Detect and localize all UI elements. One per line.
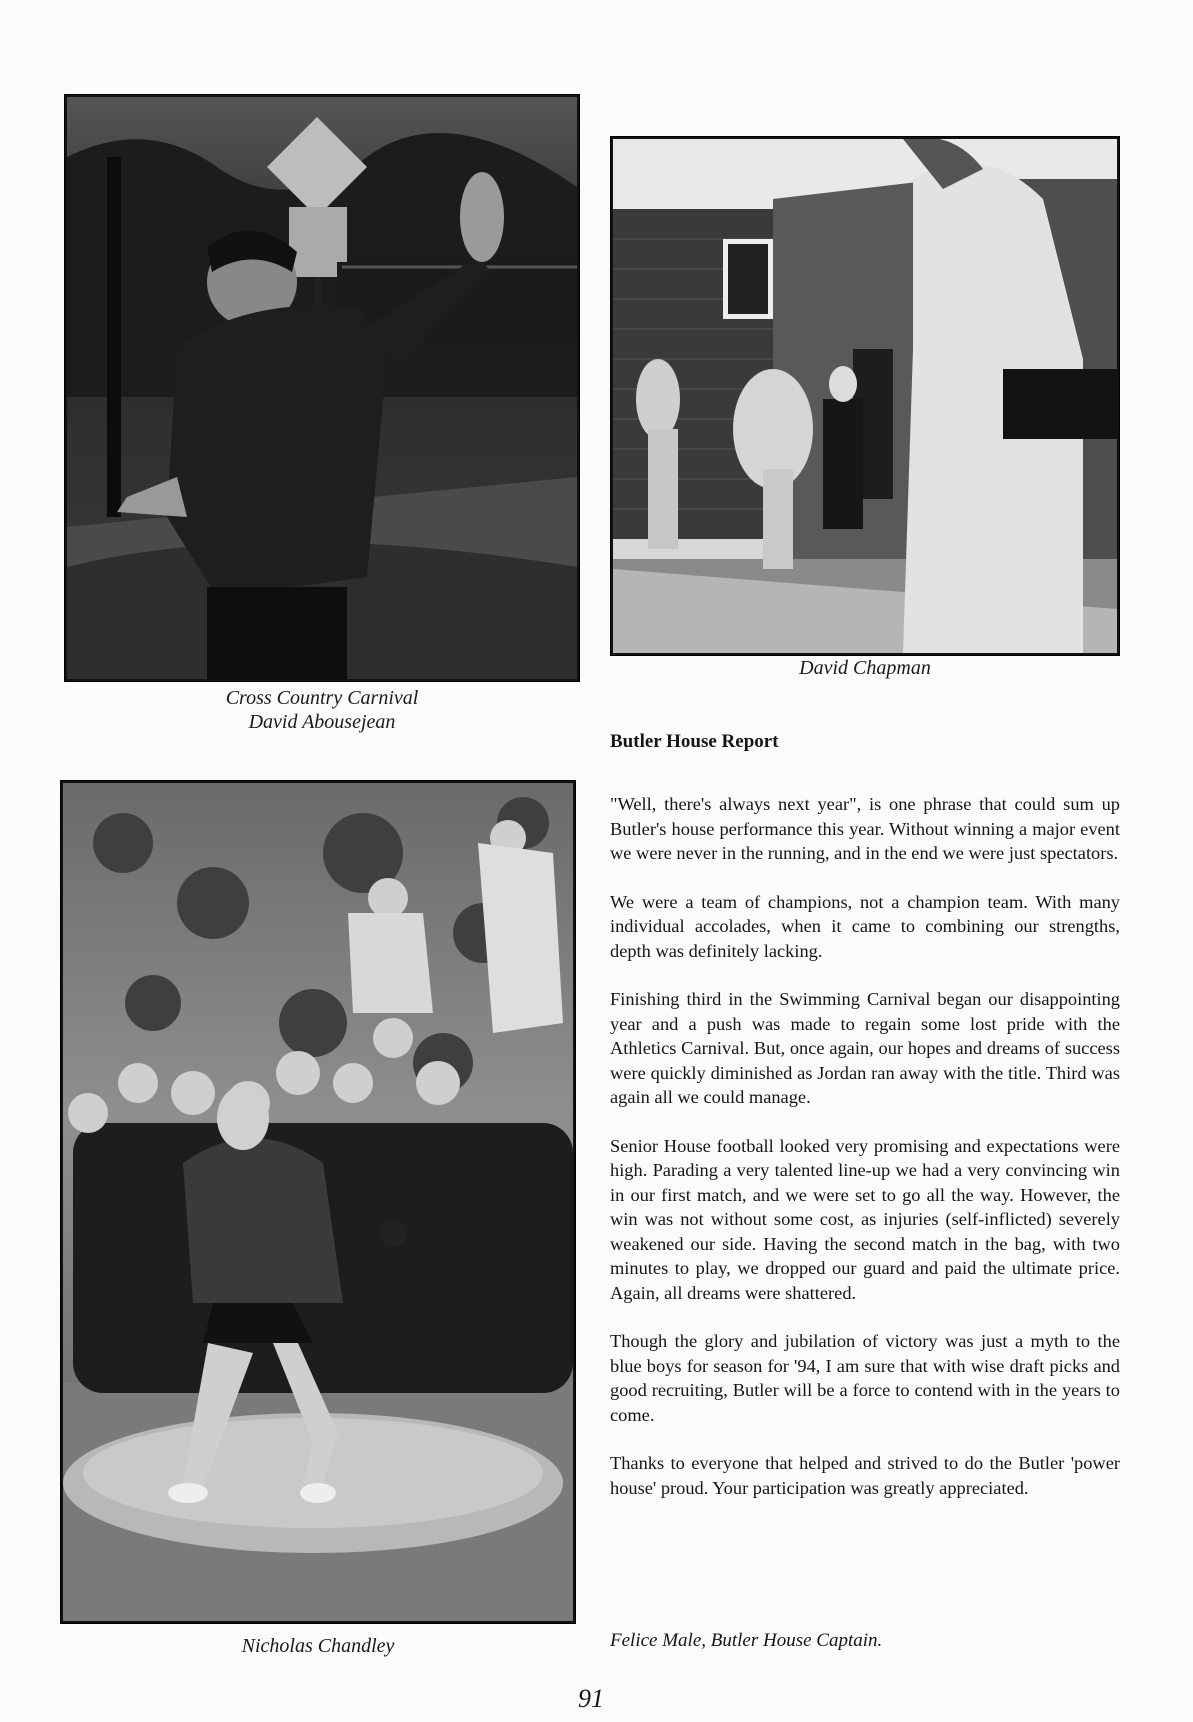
- photo-shot-put: [60, 780, 576, 1624]
- caption-cross-country: [64, 686, 580, 734]
- article-paragraph: Thanks to everyone that helped and strived to do the Butler 'power house' proud. Your participation was greatly appreciated.: [610, 1453, 1120, 1498]
- caption-shot-put: Nicholas Chandley: [241, 1635, 395, 1657]
- photo-swimming-image: [613, 139, 1117, 653]
- photo-cross-country: [64, 94, 580, 682]
- photo-cross-country-image: [67, 97, 577, 679]
- caption-cross-country-name: David Abousejean: [248, 711, 396, 733]
- article-paragraph: Senior House football looked very promising and expectations were high. Parading a very talented line-up we had a very convincing win in our first match, and we were set to go all the way. However, the win was not without some cost, as injuries (self-inflicted) severely weakened our side. Having the second match in the bag, with two minutes to play, we dropped our guard and paid the ultimate price. Again, all dreams were shattered.: [610, 1135, 1120, 1303]
- caption-swimming: David Chapman: [799, 657, 931, 679]
- article-signoff: Felice Male, Butler House Captain.: [610, 1630, 883, 1651]
- caption-cross-country-event: Cross Country Carnival: [225, 687, 419, 709]
- butler-house-report: [610, 730, 1120, 1524]
- page-number: 91: [578, 1684, 604, 1713]
- article-paragraph: Though the glory and jubilation of victory was just a myth to the blue boys for season for '94, I am sure that with wise draft picks and good recruiting, Butler will be a force to contend with in the years to come.: [610, 1331, 1120, 1425]
- photo-shot-put-image: [63, 783, 573, 1621]
- article-paragraph: Finishing third in the Swimming Carnival began our disappointing year and a push was made to regain some lost pride with the Athletics Carnival. But, once again, our hopes and dreams of success were quickly diminished as Jordan ran away with the title. Third was again all we could manage.: [610, 989, 1120, 1107]
- article-title: Butler House Report: [610, 731, 779, 752]
- article-paragraph: "Well, there's always next year", is one phrase that could sum up Butler's house performance this year. Without winning a major event we were never in the running, and in the end we were just spectators.: [610, 794, 1120, 863]
- photo-swimming: [610, 136, 1120, 656]
- article-paragraph: We were a team of champions, not a champion team. With many individual accolades, when it came to combining our strengths, depth was definitely lacking.: [610, 891, 1120, 961]
